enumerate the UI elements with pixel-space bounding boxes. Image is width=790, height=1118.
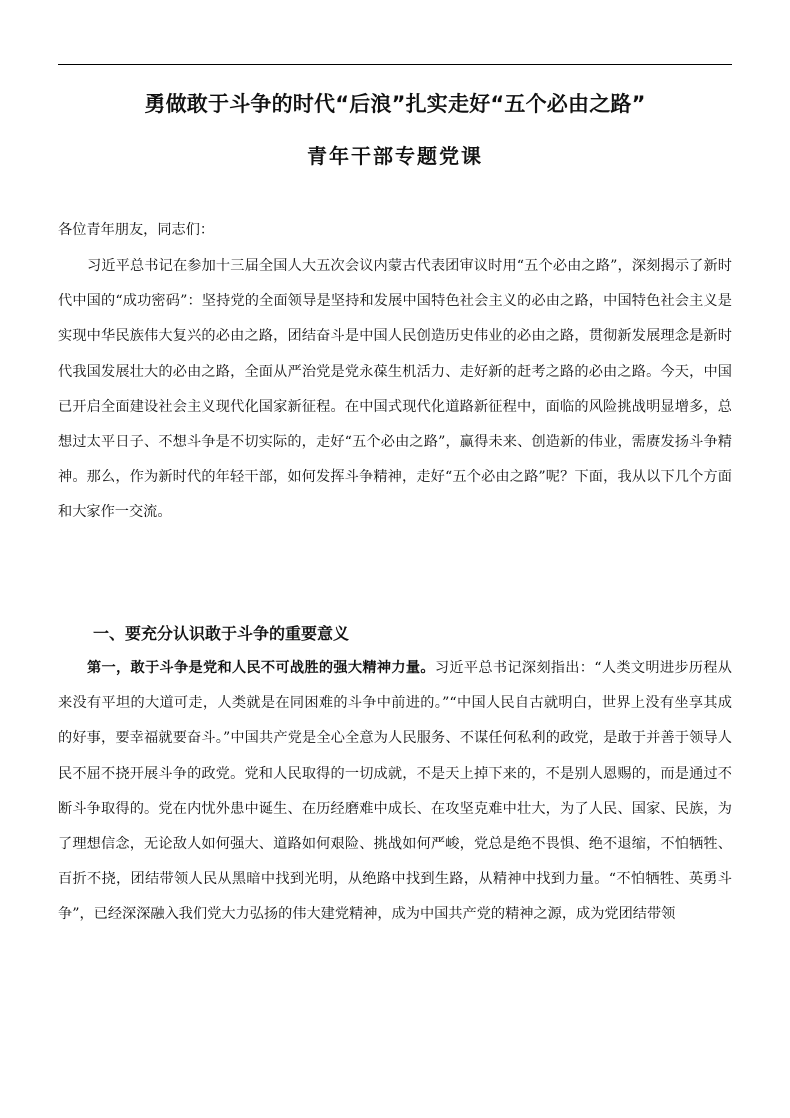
document-subtitle: 青年干部专题党课	[307, 144, 483, 168]
paragraph-intro: 习近平总书记在参加十三届全国人大五次会议内蒙古代表团审议时用“五个必由之路”，深刻揭示了新时代中国的“成功密码”：坚持党的全面领导是坚持和发展中国特色社会主义的必由之路，中国特色社会主义是实现中华民族伟大复兴的必由之路，团结奋斗是中国人民创造历史伟业的必由之路，贯彻新发展理念是新时代我国发展壮大的必由之路，全面从严治党是党永葆生机活力、走好新的赶考之路的必由之路。今天，中国已开启全面建设社会主义现代化国家新征程。在中国式现代化道路新征程中，面临的风险挑战明显增多，总想过太平日子、不想斗争是不切实际的，走好“五个必由之路”，赢得未来、创造新的伟业，需赓发扬斗争精神。那么，作为新时代的年轻干部，如何发挥斗争精神，走好“五个必由之路”呢？下面，我从以下几个方面和大家作一交流。	[58, 258, 732, 521]
paragraph-body-text: 习近平总书记深刻指出：“人类文明进步历程从来没有平坦的大道可走，人类就是在同困难的斗争中前进的。”“中国人民自古就明白，世界上没有坐享其成的好事，要幸福就要奋斗。”中国共产党是全心全意为人民服务、不谋任何私利的政党，是敢于并善于领导人民不屈不挠开展斗争的政党。党和人民取得的一切成就，不是天上掉下来的，不是别人恩赐的，而是通过不断斗争取得的。党在内忧外患中诞生、在历经磨难中成长、在攻坚克难中壮大，为了人民、国家、民族，为了理想信念，无论敌人如何强大、道路如何艰险、挑战如何严峻，党总是绝不畏惧、绝不退缩，不怕牺牲、百折不挠，团结带领人民从黑暗中找到光明，从绝路中找到生路，从精神中找到力量。“不怕牺牲、英勇斗争”，已经深深融入我们党大力弘扬的伟大建党精神，成为中国共产党的精神之源，成为党团结带领	[58, 660, 732, 923]
header-rule	[58, 64, 732, 65]
paragraph-first-point	[58, 651, 732, 933]
greeting: 各位青年朋友，同志们：	[58, 222, 215, 238]
section-heading-1: 一、要充分认识敢于斗争的重要意义	[93, 624, 350, 643]
paragraph-lead-sentence: 第一，敢于斗争是党和人民不可战胜的强大精神力量。	[87, 660, 435, 676]
document-title: 勇做敢于斗争的时代“后浪”扎实走好“五个必由之路”	[144, 92, 646, 116]
